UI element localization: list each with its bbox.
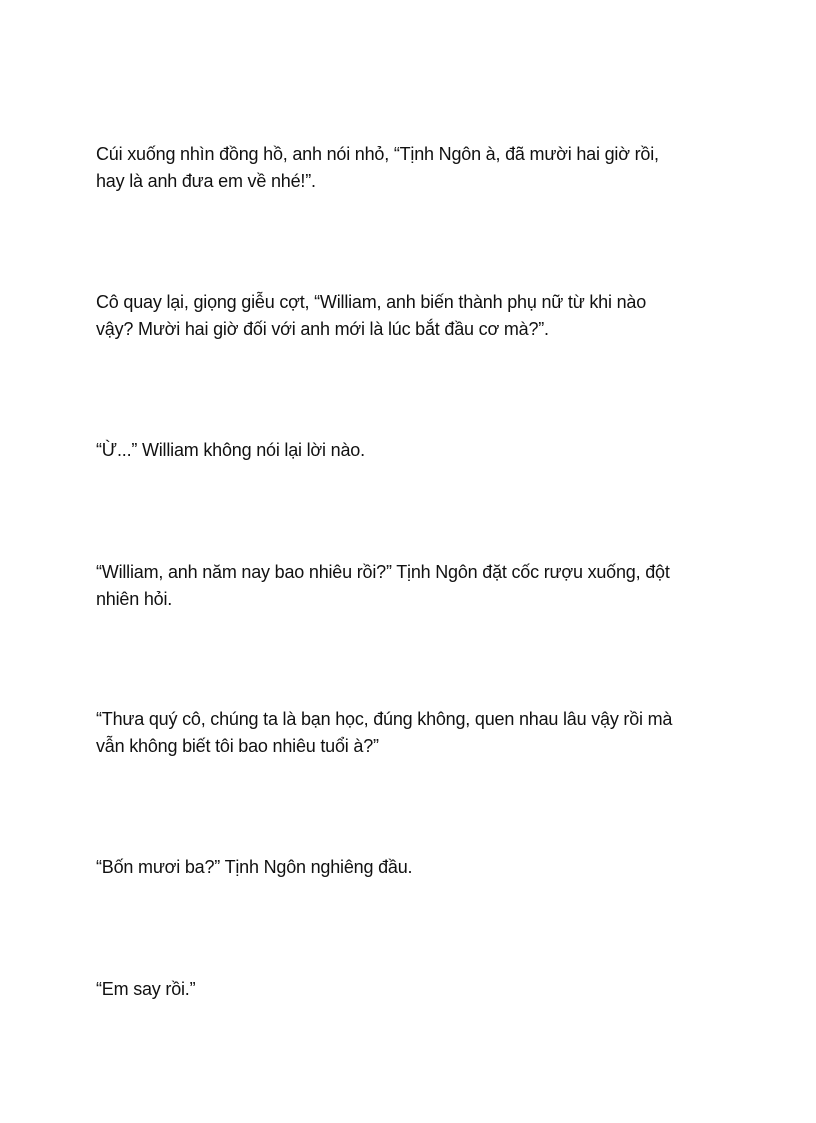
paragraph-3-line-1: “Ừ...” William không nói lại lời nào. bbox=[96, 440, 365, 460]
paragraph-2-line-1: Cô quay lại, giọng giễu cợt, “William, anh biến thành phụ nữ từ khi nào bbox=[96, 292, 647, 312]
paragraph-6-line-1: “Bốn mươi ba?” Tịnh Ngôn nghiêng đầu. bbox=[96, 857, 413, 877]
paragraph-7-line-1: “Em say rồi.” bbox=[96, 979, 196, 999]
paragraph-5-line-2: vẫn không biết tôi bao nhiêu tuổi à?” bbox=[96, 736, 379, 756]
paragraph-7 bbox=[96, 976, 726, 1003]
paragraph-4-line-1: “William, anh năm nay bao nhiêu rồi?” Tịnh Ngôn đặt cốc rượu xuống, đột bbox=[96, 562, 670, 582]
paragraph-2 bbox=[96, 289, 726, 343]
paragraph-4 bbox=[96, 559, 726, 613]
paragraph-5 bbox=[96, 706, 726, 760]
paragraph-1-line-1: Cúi xuống nhìn đồng hồ, anh nói nhỏ, “Tịnh Ngôn à, đã mười hai giờ rồi, bbox=[96, 144, 659, 164]
paragraph-1 bbox=[96, 141, 726, 195]
paragraph-1-line-2: hay là anh đưa em về nhé!”. bbox=[96, 171, 316, 191]
paragraph-4-line-2: nhiên hỏi. bbox=[96, 589, 173, 609]
paragraph-2-line-2: vậy? Mười hai giờ đối với anh mới là lúc bắt đầu cơ mà?”. bbox=[96, 319, 549, 339]
paragraph-5-line-1: “Thưa quý cô, chúng ta là bạn học, đúng không, quen nhau lâu vậy rồi mà bbox=[96, 709, 673, 729]
paragraph-6 bbox=[96, 854, 726, 881]
paragraph-3 bbox=[96, 437, 726, 464]
